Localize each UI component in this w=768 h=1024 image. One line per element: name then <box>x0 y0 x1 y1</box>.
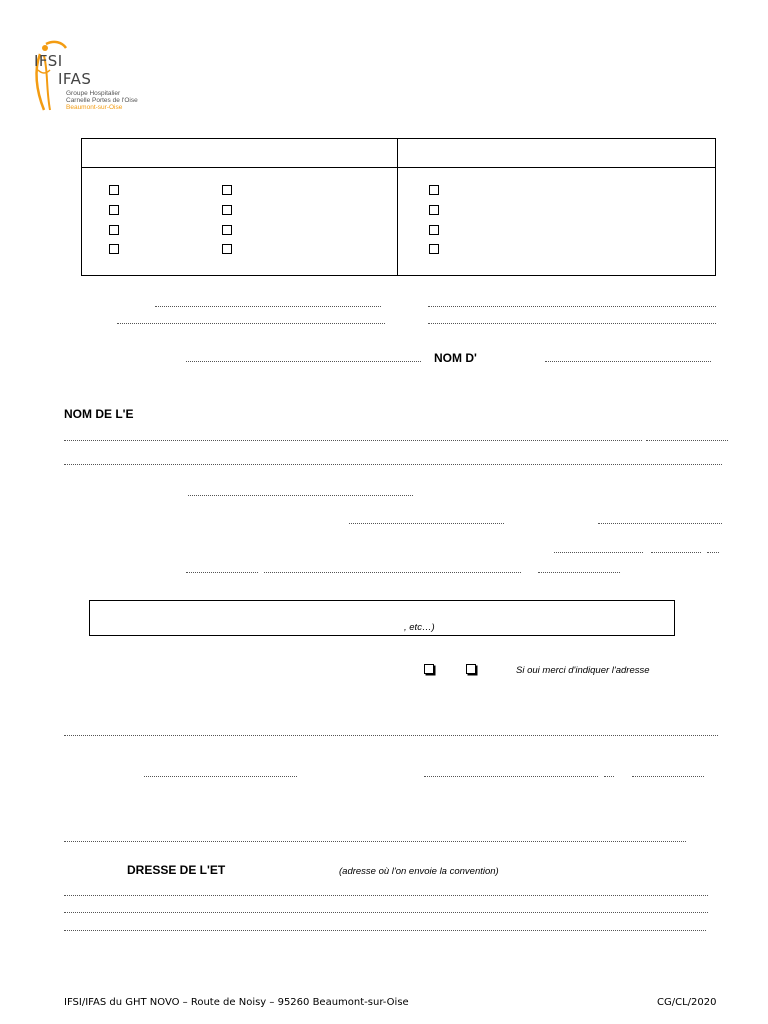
checkbox[interactable] <box>109 244 119 254</box>
label-adresse-note: (adresse où l'on envoie la convention) <box>339 866 499 877</box>
logo-sub-1: Groupe Hospitalier <box>66 90 121 97</box>
field-line[interactable] <box>64 895 708 896</box>
field-line[interactable] <box>155 306 381 307</box>
field-line[interactable] <box>632 776 704 777</box>
field-line[interactable] <box>646 440 728 441</box>
label-adresse: DRESSE DE L'ET <box>127 863 226 877</box>
field-line[interactable] <box>428 306 716 307</box>
logo-line-2: IFAS <box>58 70 92 88</box>
label-si-oui: Si oui merci d'indiquer l'adresse <box>516 665 650 676</box>
footer-reference: CG/CL/2020 <box>657 997 717 1008</box>
field-line[interactable] <box>554 552 643 553</box>
info-box <box>89 600 675 636</box>
field-line[interactable] <box>428 323 716 324</box>
field-line[interactable] <box>186 572 258 573</box>
field-line[interactable] <box>424 776 598 777</box>
field-line[interactable] <box>117 323 385 324</box>
checkbox[interactable] <box>222 225 232 235</box>
checkbox[interactable] <box>429 225 439 235</box>
field-line[interactable] <box>545 361 711 362</box>
checkbox[interactable] <box>109 185 119 195</box>
checkbox[interactable] <box>429 185 439 195</box>
field-line[interactable] <box>707 552 719 553</box>
checkbox[interactable] <box>109 205 119 215</box>
table-outer <box>81 138 716 276</box>
info-box-etc: , etc…) <box>404 622 435 633</box>
logo-line-1: IFSI <box>34 52 63 70</box>
footer-address: IFSI/IFAS du GHT NOVO – Route de Noisy – 95260 Beaumont-sur-Oise <box>64 997 409 1008</box>
checkbox-yes[interactable] <box>424 664 434 674</box>
field-line[interactable] <box>651 552 701 553</box>
field-line[interactable] <box>64 841 686 842</box>
checkbox[interactable] <box>222 205 232 215</box>
logo-sub-3: Beaumont-sur-Oise <box>66 104 123 111</box>
checkbox[interactable] <box>222 244 232 254</box>
field-line[interactable] <box>64 440 642 441</box>
table-header-divider <box>81 167 715 168</box>
field-line[interactable] <box>64 912 708 913</box>
field-line[interactable] <box>349 523 504 524</box>
field-line[interactable] <box>64 464 722 465</box>
label-nom-de-le: NOM DE L'E <box>64 407 134 421</box>
checkbox[interactable] <box>222 185 232 195</box>
label-nom-d: NOM D' <box>434 351 477 365</box>
field-line[interactable] <box>186 361 421 362</box>
field-line[interactable] <box>64 930 706 931</box>
checkbox[interactable] <box>429 205 439 215</box>
checkbox[interactable] <box>429 244 439 254</box>
field-line[interactable] <box>188 495 413 496</box>
checkbox-no[interactable] <box>466 664 476 674</box>
logo <box>32 40 152 115</box>
checkbox[interactable] <box>109 225 119 235</box>
field-line[interactable] <box>144 776 297 777</box>
field-line[interactable] <box>604 776 614 777</box>
table-column-divider <box>397 138 398 275</box>
logo-sub-2: Carnelle Portes de l'Oise <box>66 97 138 104</box>
field-line[interactable] <box>598 523 722 524</box>
field-line[interactable] <box>538 572 620 573</box>
field-line[interactable] <box>64 735 718 736</box>
field-line[interactable] <box>264 572 521 573</box>
